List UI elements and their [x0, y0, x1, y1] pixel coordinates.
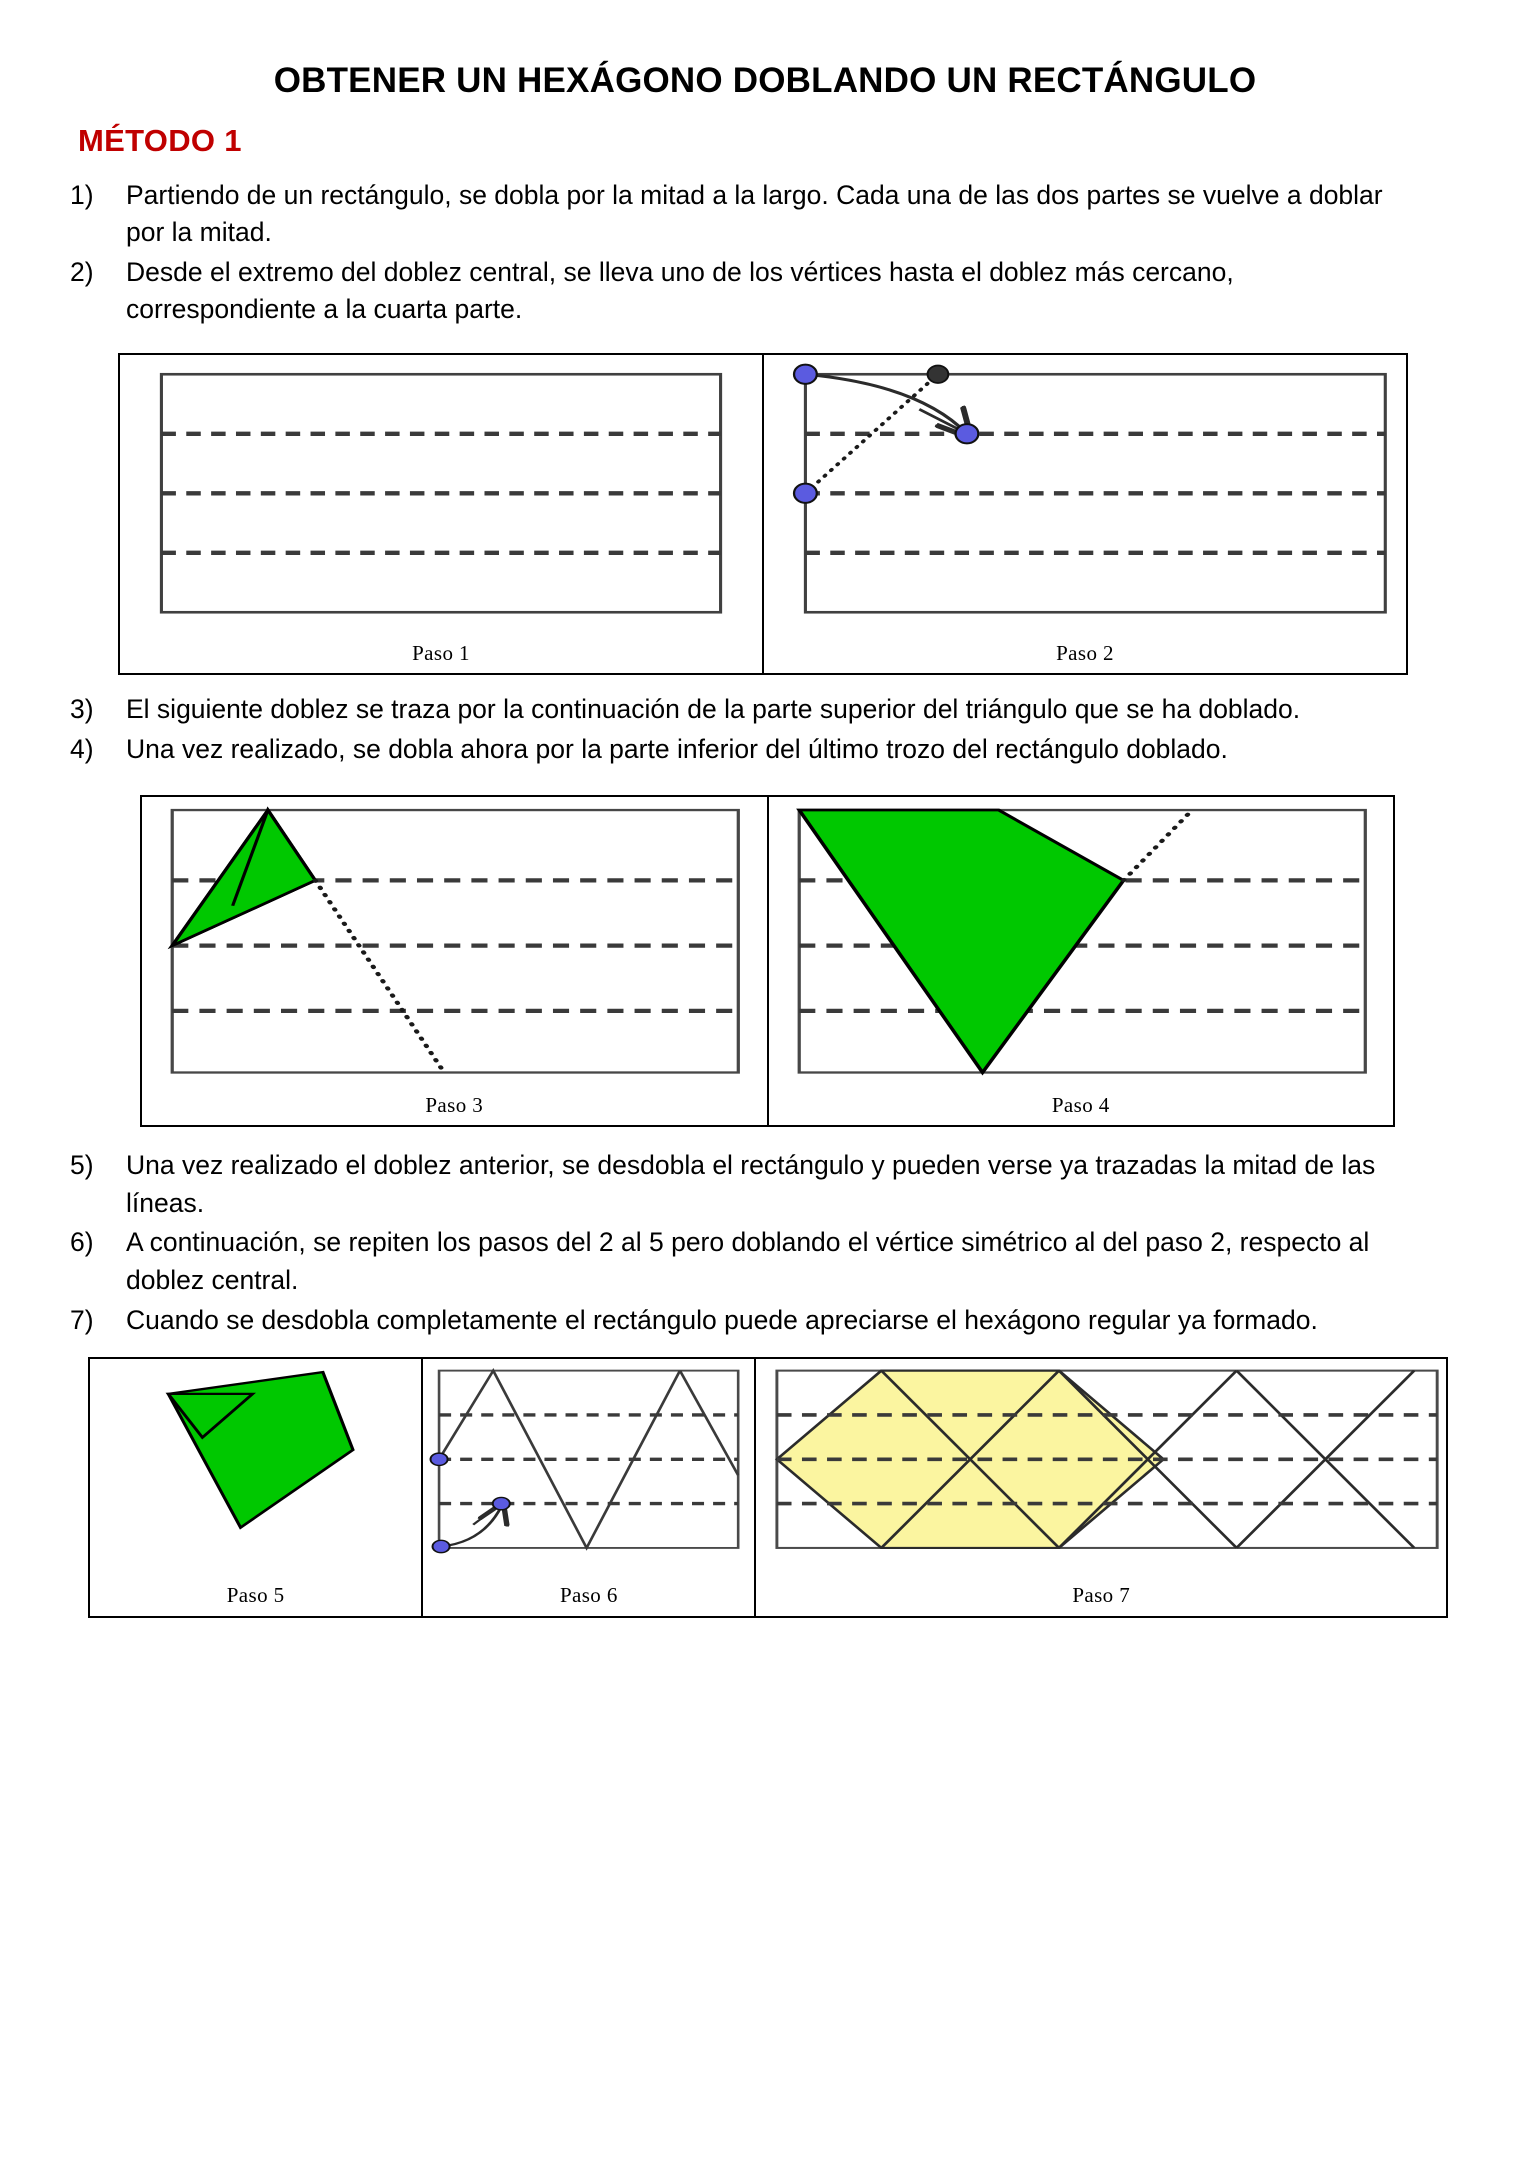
figure-caption: Paso 7: [1072, 1583, 1131, 1608]
table-row: [119, 354, 1407, 674]
list-item-text: El siguiente doblez se traza por la continuación de la parte superior del triángulo que se ha doblado.: [126, 694, 1301, 725]
list-item: [70, 1224, 1400, 1299]
table-row: [141, 796, 1394, 1126]
figure-paso-3: [141, 796, 768, 1126]
figure-caption: Paso 4: [1051, 1092, 1110, 1117]
method-heading: MÉTODO 1: [78, 122, 242, 158]
table-row: [89, 1358, 1447, 1616]
paso-1-diagram: [120, 355, 762, 635]
list-item-text: Una vez realizado, se dobla ahora por la parte inferior del último trozo del rectángulo doblado.: [126, 734, 1228, 765]
paso-5-diagram: [90, 1359, 421, 1577]
paso-2-diagram: [764, 355, 1406, 635]
page-title: OBTENER UN HEXÁGONO DOBLANDO UN RECTÁNGULO: [273, 61, 1257, 100]
list-item: [70, 1302, 1400, 1340]
figure-caption: Paso 1: [412, 641, 470, 665]
paso-3-diagram: [142, 797, 767, 1087]
list-item-text: Cuando se desdobla completamente el rectángulo puede apreciarse el hexágono regular ya formado.: [126, 1304, 1318, 1335]
figure-paso-1: [119, 354, 763, 674]
list-item-text: Partiendo de un rectángulo, se dobla por la mitad a la largo. Cada una de las dos partes se vuelve a doblar por la mitad.: [126, 179, 1383, 248]
figure-caption: Paso 5: [226, 1583, 285, 1608]
figure-paso-6: [422, 1358, 755, 1616]
list-item-text: A continuación, se repiten los pasos del 2 al 5 pero doblando el vértice simétrico al del paso 2, respecto al doblez central.: [126, 1227, 1370, 1295]
steps-group-3: [70, 1147, 1400, 1339]
list-item: [70, 691, 1430, 729]
list-item-number: 1): [70, 179, 94, 210]
list-item-number: 7): [70, 1304, 94, 1335]
figure-paso-7: [755, 1358, 1447, 1616]
list-item-number: 2): [70, 256, 94, 287]
list-item-number: 3): [70, 694, 94, 725]
figure-paso-2: [763, 354, 1407, 674]
paso-6-diagram: [423, 1359, 754, 1577]
paso-7-diagram: [756, 1359, 1446, 1577]
list-item-text: Desde el extremo del doblez central, se lleva uno de los vértices hasta el doblez más cercano, correspondiente a la cuarta parte.: [126, 256, 1234, 325]
list-item: [70, 254, 1390, 329]
figure-table-row-3: [88, 1357, 1448, 1617]
steps-group-1: [70, 177, 1390, 330]
list-item-number: 4): [70, 734, 94, 765]
paso-4-diagram: [769, 797, 1394, 1087]
figure-paso-4: [768, 796, 1395, 1126]
list-item-text: Una vez realizado el doblez anterior, se desdobla el rectángulo y pueden verse ya trazadas la mitad de las líneas.: [126, 1150, 1376, 1218]
figure-caption: Paso 3: [425, 1092, 484, 1117]
list-item-number: 6): [70, 1227, 94, 1258]
figure-table-row-2: [140, 795, 1395, 1127]
figure-caption: Paso 2: [1056, 641, 1114, 665]
list-item: [70, 731, 1430, 769]
list-item-number: 5): [70, 1150, 94, 1181]
figure-caption: Paso 6: [559, 1583, 618, 1608]
figure-paso-5: [89, 1358, 422, 1616]
figure-table-row-1: [118, 353, 1408, 675]
steps-group-2: [70, 691, 1430, 768]
list-item: [70, 177, 1390, 252]
list-item: [70, 1147, 1400, 1222]
